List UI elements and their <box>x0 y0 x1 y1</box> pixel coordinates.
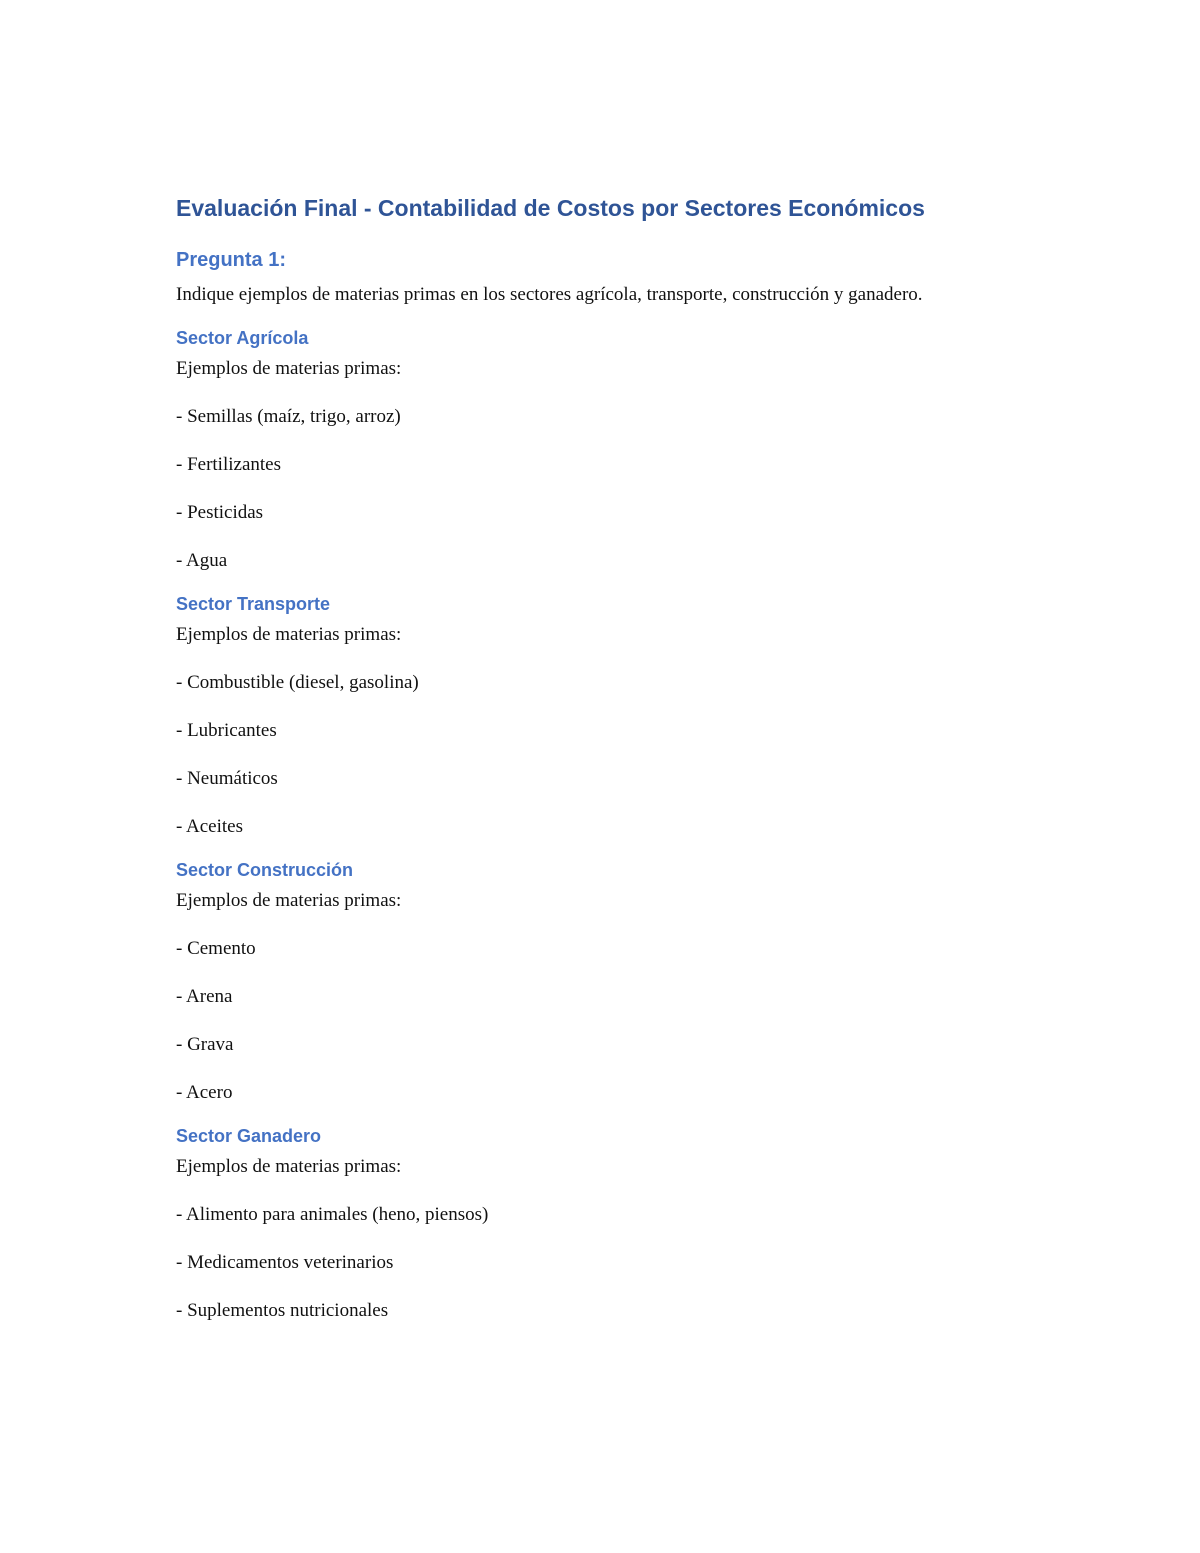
list-item: - Grava <box>176 1034 234 1055</box>
document-page <box>176 188 1026 1326</box>
list-item: - Semillas (maíz, trigo, arroz) <box>176 406 401 427</box>
list-item: - Pesticidas <box>176 502 264 523</box>
sector-lead: Ejemplos de materias primas: <box>176 358 402 379</box>
list-item: - Alimento para animales (heno, piensos) <box>176 1204 489 1225</box>
sector-lead: Ejemplos de materias primas: <box>176 624 402 645</box>
sector-title: Sector Agrícola <box>176 328 309 348</box>
sector-construccion <box>176 856 1026 1108</box>
list-item: - Acero <box>176 1082 233 1103</box>
sector-transporte <box>176 590 1026 842</box>
sector-title: Sector Construcción <box>176 860 354 880</box>
list-item: - Agua <box>176 550 228 571</box>
list-item: - Lubricantes <box>176 720 277 741</box>
list-item: - Cemento <box>176 938 256 959</box>
list-item: - Aceites <box>176 816 244 837</box>
list-item: - Medicamentos veterinarios <box>176 1252 394 1273</box>
list-item: - Neumáticos <box>176 768 278 789</box>
sector-title: Sector Ganadero <box>176 1126 322 1146</box>
document-title: Evaluación Final - Contabilidad de Costos por Sectores Económicos <box>176 195 925 221</box>
list-item: - Combustible (diesel, gasolina) <box>176 672 419 693</box>
list-item: - Fertilizantes <box>176 454 281 475</box>
question-label: Pregunta 1: <box>176 249 287 271</box>
question-text: Indique ejemplos de materias primas en los sectores agrícola, transporte, construcción y ganadero. <box>176 284 923 305</box>
list-item: - Arena <box>176 986 233 1007</box>
sector-lead: Ejemplos de materias primas: <box>176 890 402 911</box>
list-item: - Suplementos nutricionales <box>176 1300 389 1321</box>
sector-lead: Ejemplos de materias primas: <box>176 1156 402 1177</box>
sector-agricola <box>176 324 1026 576</box>
sector-ganadero <box>176 1122 1026 1326</box>
sector-title: Sector Transporte <box>176 594 331 614</box>
